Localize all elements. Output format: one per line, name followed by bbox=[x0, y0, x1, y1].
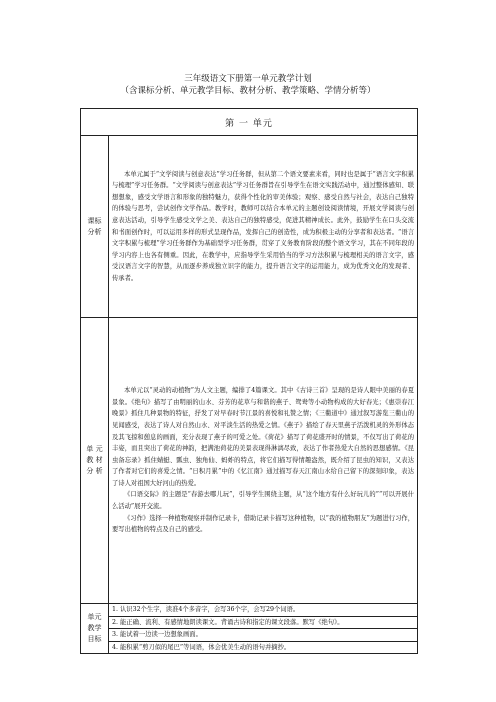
goal-item: 3. 能试着一边读一边想象画面。 bbox=[109, 629, 417, 642]
materials-paragraph: 《习作》选择一种植物观察并制作记录卡，借助记录卡描写这种植物，以“我的植物朋友”为题进行习作，要写出植物的特点及自己的感受。 bbox=[112, 514, 414, 534]
curriculum-analysis-label: 课标 分析 bbox=[81, 136, 109, 318]
curriculum-analysis-text: 本单元属于“文学阅读与创意表达”学习任务群，但从第二个语文要素来看，同时也是属于“语言文字积累与梳理”学习任务群。“文学阅读与创意表达”学习任务群旨在引导学生在语文实践活动中，通过整体感知、联想想象，感受文学语言和形象的独特魅力，获得个性化的审美体验；观察、感受自然与社会，表达自己独特的体验与思考，尝试创作文学作品。教学时，教师可以结合本单元的主题创设阅读情境，开展文学阅读与创意表达活动，引导学生感受文学之美、表达自己的独特感受，促进其精神成长。此外，鼓励学生在口头交流和书面创作时，可以运用多样的形式呈现作品，发挥自己的创造性，成为积极主动的分享者和表达者。“语言文字积累与梳理”学习任务群作为基础型学习任务群，贯穿了义务教育阶段的整个语文学习，其在不同年段的学习内容上也各有侧重。因此，在教学中，应指导学生采用恰当的学习方法积累与梳理相关的语言文字，感受汉语言文字的智慧，从而逐步养成独立识字的能力，提升语言文字的运用能力，成为优秀文化的发现者、传承者。 bbox=[109, 136, 418, 318]
teaching-goals-list bbox=[109, 604, 418, 654]
goal-item: 2. 能正确、流利、有感情地朗读课文。背诵古诗和指定的课文段落。默写《绝句》。 bbox=[109, 617, 417, 630]
goal-item: 1. 认识32个生字，读准4个多音字，会写36个字，会写29个词语。 bbox=[109, 604, 417, 617]
materials-paragraph: 《口语交际》的主题是“春游去哪儿玩”，引导学生围绕主题，从“这个地方有什么好玩儿的”“可以开展什么活动”展开交流。 bbox=[112, 491, 414, 511]
materials-analysis-label: 单 元 教 材 分 析 bbox=[81, 318, 109, 604]
teaching-goals-label: 单元 教学 目标 bbox=[81, 604, 109, 654]
unit-plan-table bbox=[80, 108, 418, 654]
document-title: 三年级语文下册第一单元教学计划 bbox=[184, 74, 312, 84]
materials-paragraph: 本单元以“灵动的动植物”为人文主题，编排了4篇课文。其中《古诗三首》呈现的是诗人眼中美丽的春夏景象。《绝句》描写了由明丽的山水、芬芳的花草与和谐的燕子、鸳鸯等小动物构成的大好春光；《惠崇春江晚景》抓住几种景物的特征，抒发了对早春时节江景的喜悦和礼赞之情；《三衢道中》通过叙写游览三衢山的见闻感受，表达了诗人对自然山水、对平淡生活的热爱之情。《燕子》描绘了春天里燕子活泼机灵的外形体态及其飞掠和憩息的画面，充分表现了燕子的可爱之处。《荷花》描写了荷花盛开时的情景，不仅写出了荷花的丰姿，而且突出了荷花的神韵，把满池荷花的美景表现得淋漓尽致，表达了作者热爱大自然的思想感情。《昆虫备忘录》抓住蜻蜓、瓢虫、独角仙、蚂蚱的特点，将它们描写得情趣盎然，既介绍了昆虫的知识，又表达了作者对它们的喜爱之情。“日积月累”中的《忆江南》通过描写春天江南山水给自己留下的深刻印象，表达了诗人对祖国大好河山的热爱。 bbox=[112, 387, 414, 487]
goal-item: 4. 能积累“剪刀似的尾巴”等词语，体会优美生动的语句并摘抄。 bbox=[112, 643, 291, 651]
unit-header: 第 一 单元 bbox=[81, 109, 418, 136]
materials-analysis-text bbox=[109, 318, 418, 604]
document-subtitle: （含课标分析、单元教学目标、教材分析、教学策略、学情分析等） bbox=[120, 86, 376, 96]
